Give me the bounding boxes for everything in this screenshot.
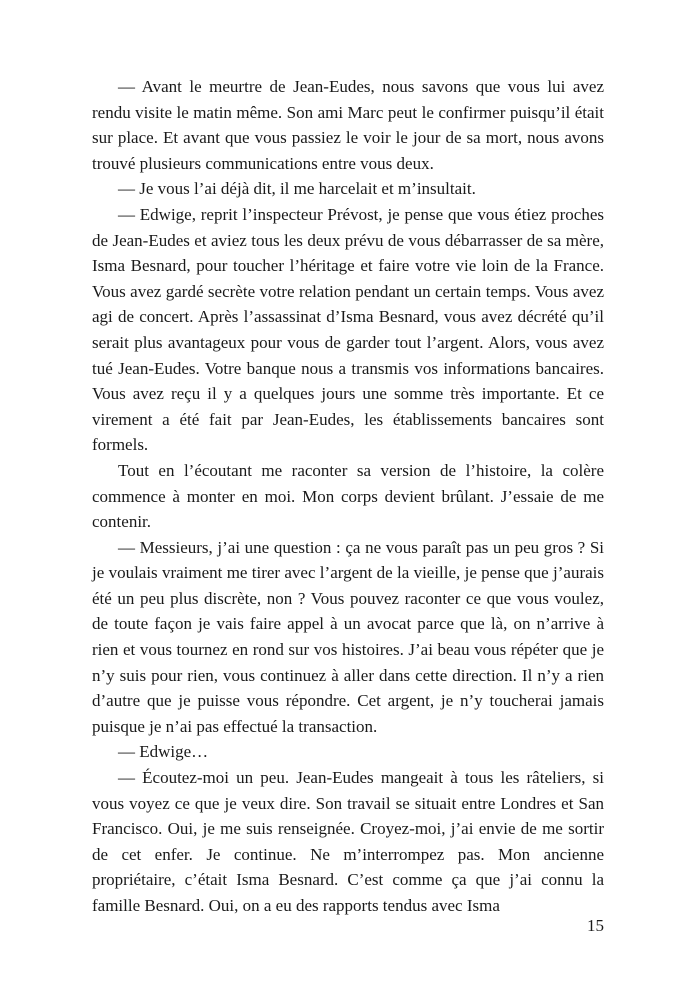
paragraph-1: — Avant le meurtre de Jean-Eudes, nous savons que vous lui avez rendu visite le matin même. Son ami Marc peut le confirmer puisqu’il était sur place. Et avant que vous passiez le voir le jour de sa mort, nous avons trouvé plusieurs communications entre vous deux. bbox=[92, 77, 604, 173]
paragraph-2: — Je vous l’ai déjà dit, il me harcelait et m’insultait. bbox=[118, 179, 476, 199]
page-number: 15 bbox=[587, 916, 604, 935]
paragraph-4: Tout en l’écoutant me raconter sa version de l’histoire, la colère commence à monter en moi. Mon corps devient brûlant. J’essaie de me contenir. bbox=[92, 460, 604, 532]
paragraph-3: — Edwige, reprit l’inspecteur Prévost, je pense que vous étiez proches de Jean-Eudes et aviez tous les deux prévu de vous débarrasser de sa mère, Isma Besnard, pour toucher l’héritage et faire votre vie loin de la France. Vous avez gardé secrète votre relation pendant un certain temps. Vous avez agi de concert. Après l’assassinat d’Isma Besnard, vous avez décrété qu’il serait plus avantageux pour vous de garder tout l’argent. Alors, vous avez tué Jean-Eudes. Votre banque nous a transmis vos informations bancaires. Vous avez reçu il y a quelques jours une somme très importante. Et ce virement a été fait par Jean-Eudes, les établissements bancaires sont formels. bbox=[92, 204, 604, 455]
paragraph-7: — Écoutez-moi un peu. Jean-Eudes mangeait à tous les râteliers, si vous voyez ce que je veux dire. Son travail se situait entre Londres et San Francisco. Oui, je me suis renseignée. Croyez-moi, j’ai envie de me sortir de cet enfer. Je continue. Ne m’interrompez pas. Mon ancienne propriétaire, c’était Isma Besnard. C’est comme ça que j’ai connu la famille Besnard. Oui, on a eu des rapports tendus avec Isma bbox=[92, 768, 604, 915]
paragraph-5: — Messieurs, j’ai une question : ça ne vous paraît pas un peu gros ? Si je voulais vraiment me tirer avec l’argent de la vieille, je pense que j’aurais été un peu plus discrète, non ? Vous pouvez raconter ce que vous voulez, de toute façon je vais faire appel à un avocat parce que là, on n’arrive à rien et vous tournez en rond sur vos histoires. J’ai beau vous répéter que je n’y suis pour rien, vous continuez à aller dans cette direction. Il n’y a rien d’autre que je puisse vous répondre. Cet argent, je n’y toucherai jamais puisque je n’ai pas effectué la transaction. bbox=[92, 537, 604, 736]
paragraph-6: — Edwige… bbox=[118, 742, 209, 762]
body-text bbox=[92, 74, 604, 919]
